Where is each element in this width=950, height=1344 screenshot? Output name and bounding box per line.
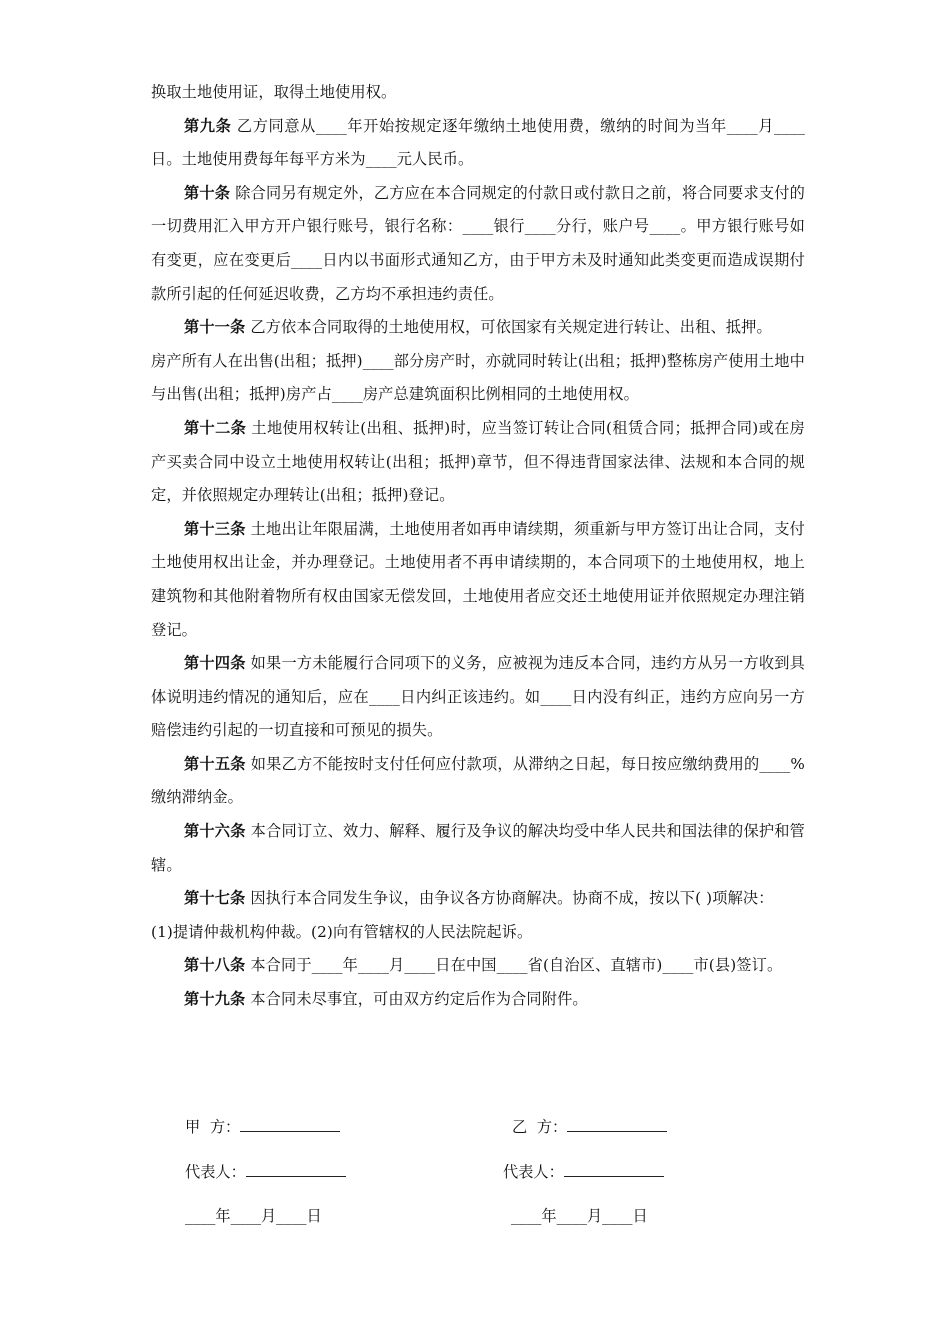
article-18 — [151, 949, 805, 983]
article-text: 土地使用权转让(出租、抵押)时，应当签订转让合同(租赁合同；抵押合同)或在房产买卖合同中设立土地使用权转让(出租；抵押)章节，但不得违背国家法律、法规和本合同的规定，并依照规定办理转让(出租；抵押)登记。 — [151, 418, 806, 505]
article-text: 乙方依本合同取得的土地使用权，可依国家有关规定进行转让、出租、抵押。 — [250, 318, 772, 337]
party-a-rep-label: 代表人： — [185, 1163, 246, 1181]
paragraph — [151, 916, 805, 950]
article-text: 因执行本合同发生争议，由争议各方协商解决。协商不成，按以下( )项解决： — [250, 889, 774, 908]
party-a-signature-line — [240, 1116, 340, 1132]
article-9 — [151, 110, 805, 177]
article-number: 第十六条 — [184, 822, 246, 841]
article-12 — [151, 412, 805, 513]
party-a-date — [185, 1206, 322, 1226]
article-number: 第十五条 — [184, 754, 246, 773]
paragraph — [151, 345, 805, 412]
article-text: 除合同另有规定外，乙方应在本合同规定的付款日或付款日之前，将合同要求支付的一切费用汇入甲方开户银行账号，银行名称：____银行____分行，账户号____。甲方银行账号如有变更，应在变更后____日内以书面形式通知乙方，由于甲方未及时通知此类变更而造成误期付款所引起的任何延迟收费，乙方均不承担违约责任。 — [151, 183, 805, 303]
article-13 — [151, 513, 805, 647]
paragraph-text: 房产所有人在出售(出租；抵押)____部分房产时，亦就同时转让(出租；抵押)整栋房产使用土地中与出售(出租；抵押)房产占____房产总建筑面积比例相同的土地使用权。 — [151, 351, 805, 404]
article-text: 本合同订立、效力、解释、履行及争议的解决均受中华人民共和国法律的保护和管辖。 — [151, 822, 805, 874]
article-10 — [151, 177, 805, 311]
paragraph-text: 换取土地使用证，取得土地使用权。 — [151, 83, 397, 101]
article-number: 第十条 — [184, 183, 231, 202]
article-11 — [151, 311, 805, 345]
party-b-date — [511, 1206, 648, 1226]
party-b-signature — [512, 1116, 667, 1137]
article-number: 第十七条 — [184, 889, 246, 908]
article-text: 如果一方未能履行合同项下的义务，应被视为违反本合同，违约方从另一方收到具体说明违约情况的通知后，应在____日内纠正该违约。如____日内没有纠正，违约方应向另一方赔偿违约引起的一切直接和可预见的损失。 — [151, 654, 805, 740]
paragraph — [151, 76, 805, 110]
article-text: 如果乙方不能按时支付任何应付款项，从滞纳之日起，每日按应缴纳费用的____%缴纳滞纳金。 — [151, 754, 805, 807]
party-a-label: 甲 方： — [185, 1118, 241, 1136]
article-text: 本合同未尽事宜，可由双方约定后作为合同附件。 — [250, 990, 588, 1009]
article-14 — [151, 647, 805, 748]
article-number: 第十九条 — [184, 990, 246, 1009]
contract-body — [151, 76, 805, 1017]
article-19 — [151, 983, 805, 1017]
article-number: 第十八条 — [184, 956, 246, 975]
article-15 — [151, 748, 805, 815]
article-number: 第十一条 — [184, 318, 246, 337]
party-b-rep-line — [564, 1161, 664, 1177]
article-text: 土地出让年限届满，土地使用者如再申请续期，须重新与甲方签订出让合同，支付土地使用权出让金，并办理登记。土地使用者不再申请续期的，本合同项下的土地使用权，地上建筑物和其他附着物所有权由国家无偿发回，土地使用者应交还土地使用证并依照规定办理注销登记。 — [151, 519, 805, 639]
party-b-representative — [503, 1161, 664, 1182]
party-b-rep-label: 代表人： — [503, 1163, 564, 1181]
article-number: 第十二条 — [184, 418, 247, 437]
party-b-label: 乙 方： — [512, 1118, 568, 1136]
article-text: 本合同于____年____月____日在中国____省(自治区、直辖市)____市(县)签订。 — [250, 956, 783, 975]
article-16 — [151, 815, 805, 882]
party-a-rep-line — [246, 1161, 346, 1177]
paragraph-text: (1)提请仲裁机构仲裁。(2)向有管辖权的人民法院起诉。 — [151, 922, 533, 941]
party-b-signature-line — [567, 1116, 667, 1132]
article-number: 第十四条 — [184, 654, 246, 673]
party-a-representative — [185, 1161, 346, 1182]
article-text: 乙方同意从____年开始按规定逐年缴纳土地使用费，缴纳的时间为当年____月____日。土地使用费每年每平方米为____元人民币。 — [151, 116, 805, 169]
article-number: 第十三条 — [184, 519, 246, 538]
article-number: 第九条 — [184, 116, 232, 135]
party-a-date-text: ____年____月____日 — [185, 1207, 322, 1225]
party-a-signature — [185, 1116, 340, 1137]
article-17 — [151, 882, 805, 916]
party-b-date-text: ____年____月____日 — [511, 1207, 648, 1225]
